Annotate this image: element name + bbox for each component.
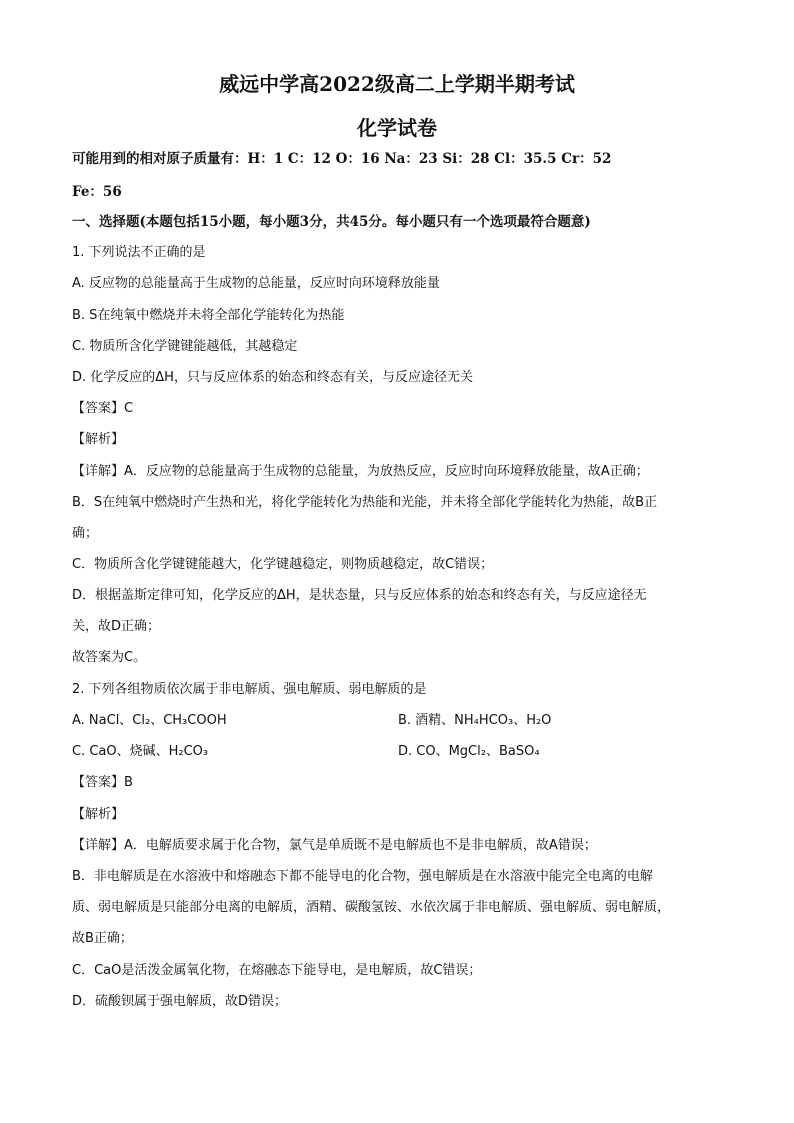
question-1-detail-a: 【详解】A．反应物的总能量高于生成物的总能量，为放热反应，反应时向环境释放能量，故A正确； (72, 464, 649, 479)
question-2-detail-d: D．硫酸钡属于强电解质，故D错误； (72, 994, 288, 1009)
question-1-detail-d-line1: D．根据盖斯定律可知，化学反应的ΔH，是状态量，只与反应体系的始态和终态有关，与反应途径无 (72, 588, 647, 603)
question-2-option-a: A. NaCl、Cl₂、CH₃COOH (72, 713, 227, 728)
page-title: 威远中学高2022级高二上学期半期考试 (219, 72, 575, 96)
question-1-conclusion: 故答案为C。 (72, 650, 147, 665)
question-1-detail-b-line2: 确； (72, 526, 99, 541)
question-2-detail-a: 【详解】A．电解质要求属于化合物，氯气是单质既不是电解质也不是非电解质，故A错误； (72, 838, 597, 853)
question-1-option-d: D. 化学反应的ΔH，只与反应体系的始态和终态有关，与反应途径无关 (72, 370, 473, 385)
question-2-option-c: C. CaO、烧碱、H₂CO₃ (72, 744, 209, 759)
question-2-stem: 2. 下列各组物质依次属于非电解质、强电解质、弱电解质的是 (72, 682, 427, 697)
question-2-detail-c: C．CaO是活泼金属氧化物，在熔融态下能导电，是电解质，故C错误； (72, 963, 482, 978)
question-1-detail-c: C．物质所含化学键键能越大，化学键越稳定，则物质越稳定，故C错误； (72, 557, 494, 572)
question-1-answer: 【答案】C (72, 401, 134, 416)
question-1-option-c: C. 物质所含化学键键能越低，其越稳定 (72, 339, 298, 354)
question-2-answer: 【答案】B (72, 775, 133, 790)
question-1-option-a: A. 反应物的总能量高于生成物的总能量，反应时向环境释放能量 (72, 276, 440, 291)
question-2-option-d: D. CO、MgCl₂、BaSO₄ (398, 744, 540, 759)
question-1-detail-d-line2: 关，故D正确； (72, 619, 161, 634)
question-1-detail-b-line1: B．S在纯氧中燃烧时产生热和光，将化学能转化为热能和光能，并未将全部化学能转化为热能，故B正 (72, 495, 658, 510)
question-1-option-b: B. S在纯氧中燃烧并未将全部化学能转化为热能 (72, 308, 345, 323)
question-2-detail-b-line2: 质、弱电解质是只能部分电离的电解质，酒精、碳酸氢铵、水依次属于非电解质、强电解质、弱电解质， (72, 900, 671, 915)
question-2-detail-b-line1: B．非电解质是在水溶液中和熔融态下都不能导电的化合物，强电解质是在水溶液中能完全电离的电解 (72, 869, 653, 884)
section-heading: 一、选择题(本题包括15小题，每小题3分，共45分。每小题只有一个选项最符合题意) (72, 214, 591, 230)
question-2-option-b: B. 酒精、NH₄HCO₃、H₂O (398, 713, 552, 728)
question-1-analysis-label: 【解析】 (72, 432, 125, 447)
question-1-stem: 1. 下列说法不正确的是 (72, 245, 206, 260)
page-subtitle: 化学试卷 (357, 116, 437, 140)
question-2-analysis-label: 【解析】 (72, 807, 125, 822)
atomic-masses-line-1: 可能用到的相对原子质量有：H：1 C：12 O：16 Na：23 Si：28 Cl：35.5 Cr：52 (72, 151, 612, 167)
question-2-detail-b-line3: 故B正确； (72, 931, 133, 946)
atomic-masses-line-2: Fe：56 (72, 184, 122, 200)
